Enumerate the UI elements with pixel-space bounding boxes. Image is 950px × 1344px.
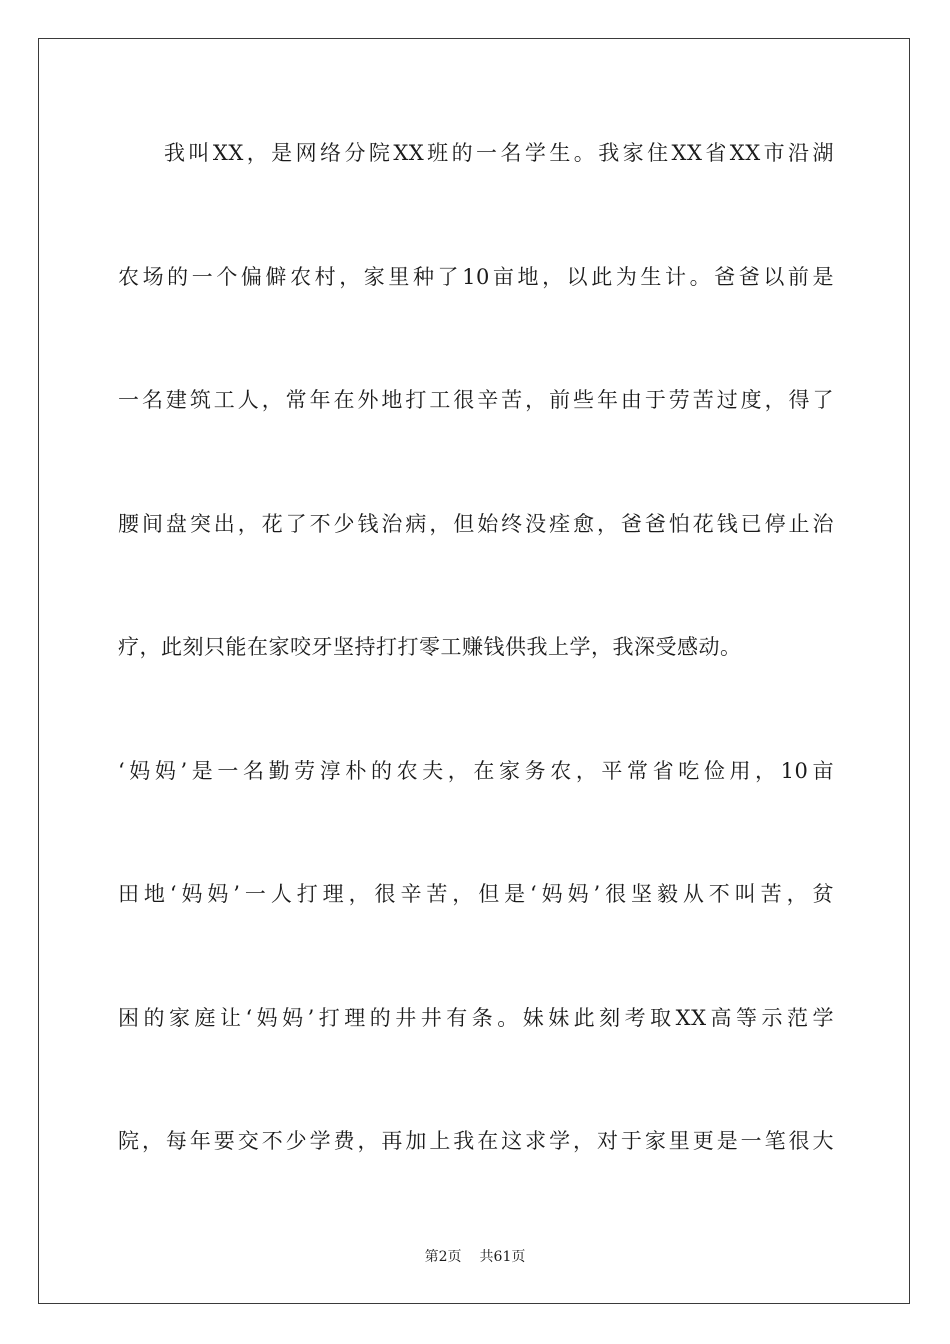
text-line-2: 农场的一个偏僻农村，家里种了10亩地，以此为生计。爸爸以前是 <box>118 264 834 289</box>
document-body <box>118 118 834 1230</box>
text-line-4: 腰间盘突出，花了不少钱治病，但始终没痊愈，爸爸怕花钱已停止治 <box>118 511 834 536</box>
page-total: 共61页 <box>479 1249 526 1265</box>
page-number: 第2页 <box>424 1249 462 1265</box>
text-line-6: ‘妈妈’是一名勤劳淳朴的农夫，在家务农，平常省吃俭用，10亩 <box>118 758 834 783</box>
text-line-7: 田地‘妈妈’一人打理，很辛苦，但是‘妈妈’很坚毅从不叫苦，贫 <box>118 882 834 906</box>
text-line-8: 困的家庭让‘妈妈’打理的井井有条。妹妹此刻考取XX高等示范学 <box>118 1005 834 1030</box>
text-line-9: 院，每年要交不少学费，再加上我在这求学，对于家里更是一笔很大 <box>118 1129 834 1153</box>
text-line-5: 疗，此刻只能在家咬牙坚持打打零工赚钱供我上学，我深受感动。 <box>118 635 742 659</box>
text-line-3: 一名建筑工人，常年在外地打工很辛苦，前些年由于劳苦过度，得了 <box>118 388 834 412</box>
page-footer <box>0 1246 950 1266</box>
text-line-1: 我叫XX，是网络分院XX班的一名学生。我家住XX省XX市沿湖 <box>164 141 834 165</box>
